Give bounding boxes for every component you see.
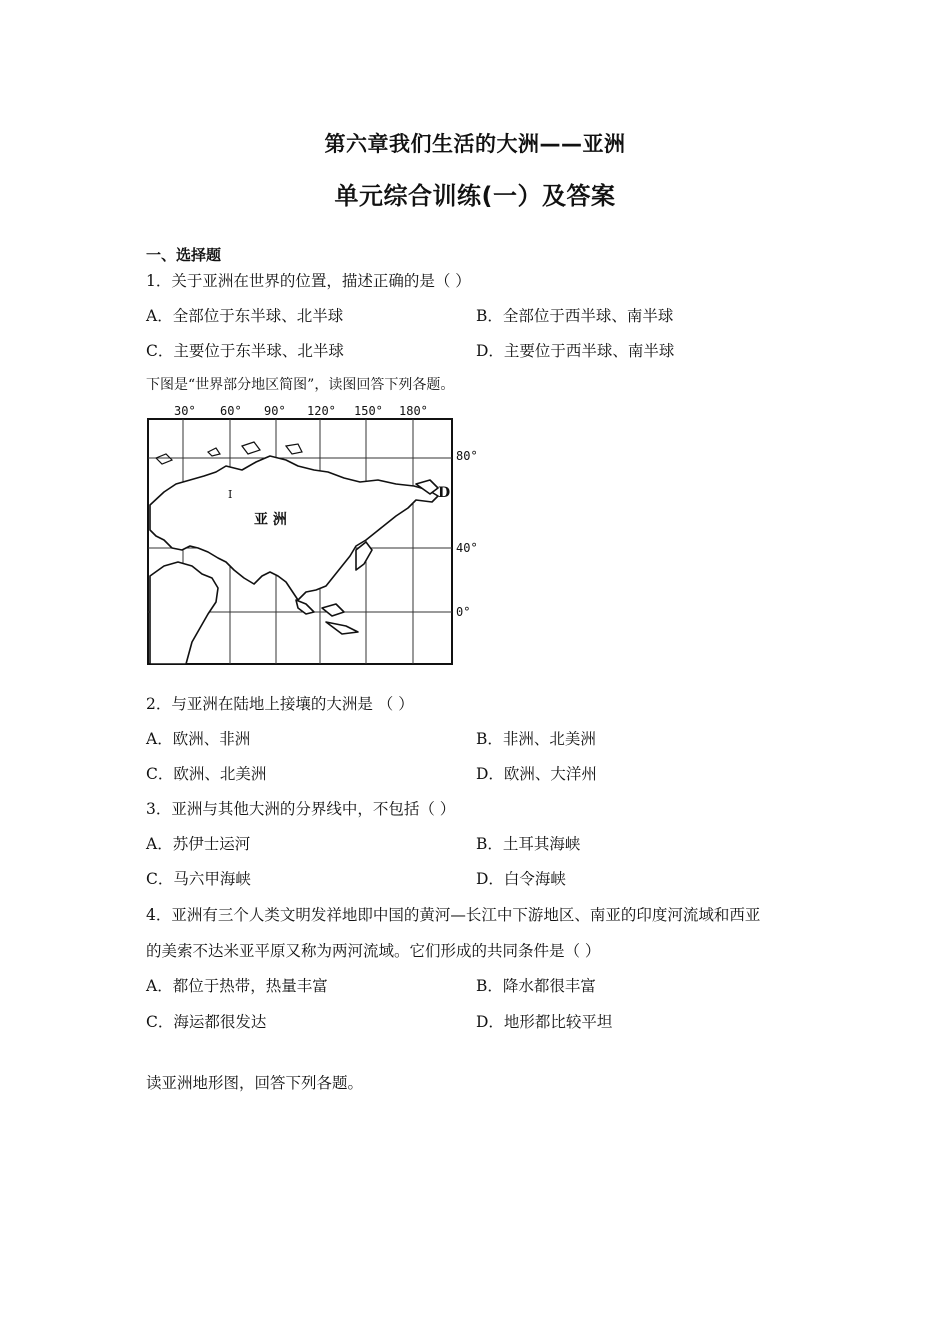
- marker-i: I: [228, 488, 233, 501]
- question-2-option-b: B．非洲、北美洲: [476, 730, 596, 748]
- question-1-stem: 1．关于亚洲在世界的位置，描述正确的是（ ）: [146, 272, 471, 290]
- world-region-map: [146, 400, 486, 668]
- document-title-line2: 单元综合训练(一）及答案: [334, 182, 616, 210]
- question-2-option-a: A．欧洲、非洲: [146, 730, 251, 748]
- document-title-line1: 第六章我们生活的大洲——亚洲: [324, 132, 626, 156]
- question-4-option-a: A．都位于热带，热量丰富: [146, 977, 328, 995]
- map-intro: 下图是“世界部分地区简图”，读图回答下列各题。: [146, 377, 455, 393]
- question-3-option-b: B．土耳其海峡: [476, 835, 581, 853]
- marker-d: D: [438, 485, 451, 501]
- lon-label: 60°: [220, 404, 242, 418]
- question-4-option-d: D．地形都比较平坦: [476, 1013, 613, 1031]
- question-1-option-d: D．主要位于西半球、南半球: [476, 342, 675, 360]
- lon-label: 180°: [399, 404, 428, 418]
- lon-label: 120°: [307, 404, 336, 418]
- question-2-option-c: C．欧洲、北美洲: [146, 765, 267, 783]
- terrain-map-intro: 读亚洲地形图，回答下列各题。: [146, 1074, 364, 1092]
- question-2-option-d: D．欧洲、大洋州: [476, 765, 597, 783]
- question-3-option-a: A．苏伊士运河: [146, 835, 251, 853]
- question-1-option-a: A．全部位于东半球、北半球: [146, 307, 344, 325]
- lat-label: 40°: [456, 541, 478, 555]
- question-3-stem: 3．亚洲与其他大洲的分界线中，不包括（ ）: [146, 800, 456, 818]
- question-1-option-b: B．全部位于西半球、南半球: [476, 307, 674, 325]
- question-4-option-c: C．海运都很发达: [146, 1013, 267, 1031]
- question-3-option-c: C．马六甲海峡: [146, 870, 251, 888]
- question-2-stem: 2．与亚洲在陆地上接壤的大洲是 （ ）: [146, 695, 414, 713]
- lat-label: 80°: [456, 449, 478, 463]
- lon-label: 30°: [174, 404, 196, 418]
- lon-label: 90°: [264, 404, 286, 418]
- question-4-stem-line2: 的美索不达米亚平原又称为两河流域。它们形成的共同条件是（ ）: [146, 942, 601, 960]
- asia-region-label: 亚 洲: [254, 512, 287, 528]
- section-heading: 一、选择题: [146, 246, 222, 264]
- question-3-option-d: D．白令海峡: [476, 870, 566, 888]
- lon-label: 150°: [354, 404, 383, 418]
- question-4-stem-line1: 4．亚洲有三个人类文明发祥地即中国的黄河—长江中下游地区、南亚的印度河流域和西亚: [146, 906, 761, 924]
- question-4-option-b: B．降水都很丰富: [476, 977, 596, 995]
- lat-label: 0°: [456, 605, 471, 619]
- question-1-option-c: C．主要位于东半球、北半球: [146, 342, 344, 360]
